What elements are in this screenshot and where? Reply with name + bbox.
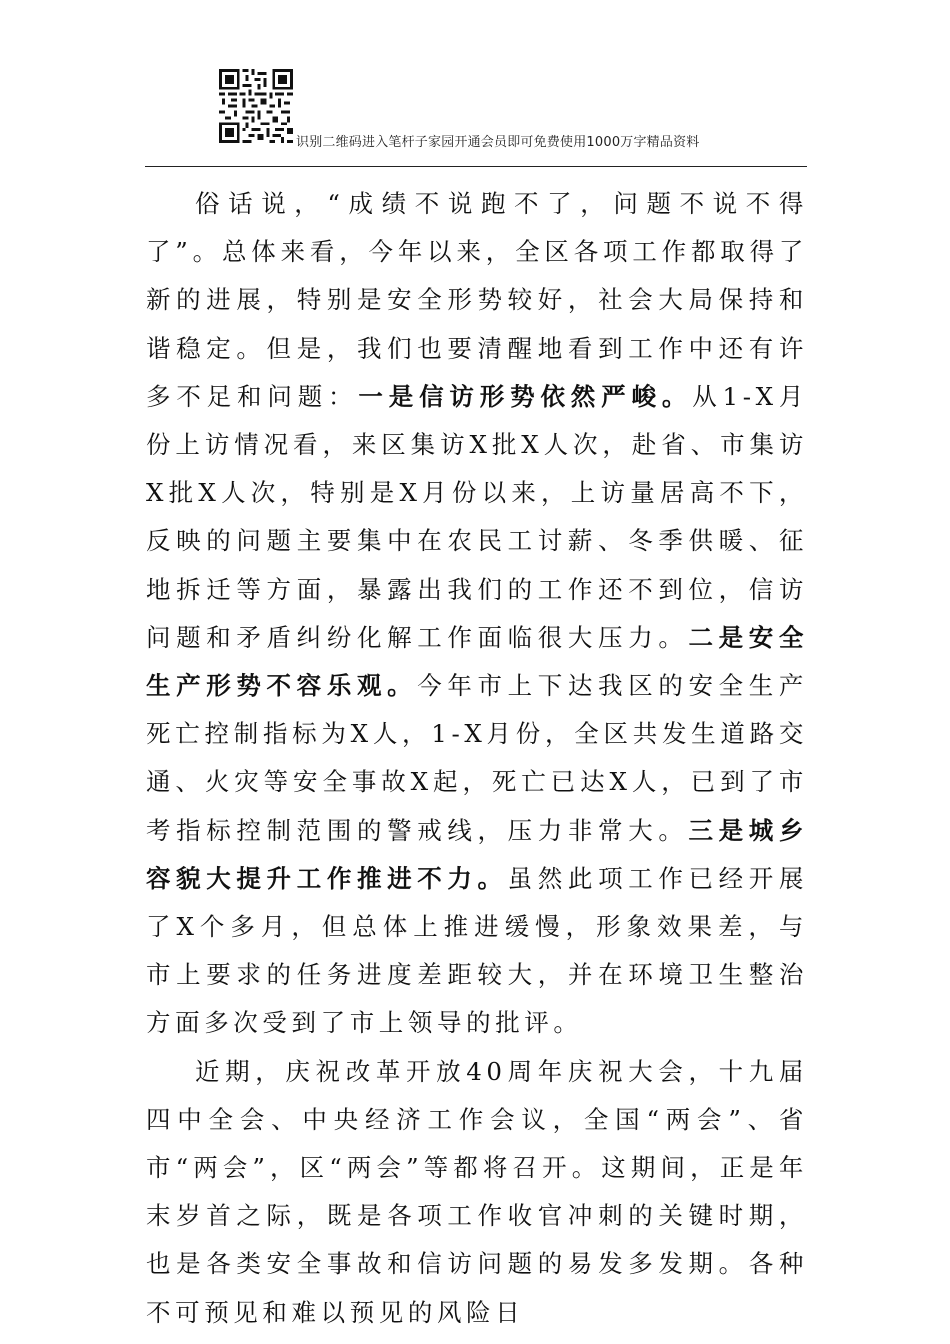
paragraph-text: 俗话说，“成绩不说跑不了，问题不说不得了”。总体来看，今年以来，全区各项工作都取得了新的进展，特别是安全形势较好，社会大局保持和谐稳定。但是，我们也要清醒地看到工作中还有许多不足和问题：	[146, 189, 808, 411]
paragraph-text: 虽然此项工作已经开展了X个多月，但总体上推进缓慢，形象效果差，与市上要求的任务进度差距较大，并在环境卫生整治方面多次受到了市上领导的批评。	[146, 863, 808, 1038]
paragraph-upcoming-events: 近期，庆祝改革开放40周年庆祝大会，十九届四中全会、中央经济工作会议，全国“两会”、省市“两会”，区“两会”等都将召开。这期间，正是年末岁首之际，既是各项工作收官冲刺的关键时期，也是各类安全事故和信访问题的易发多发期。各种不可预见和难以预见的风险日	[146, 1056, 808, 1327]
paragraph-text: 从1-X月份上访情况看，来区集访X批X人次，赴省、市集访X批X人次，特别是X月份以来，上访量居高不下，反映的问题主要集中在农民工讨薪、冬季供暖、征地拆迁等方面，暴露出我们的工作还不到位，信访问题和矛盾纠纷化解工作面临很大压力。	[146, 381, 808, 652]
qr-code-image[interactable]	[219, 69, 293, 143]
paragraph-problems	[146, 180, 808, 1048]
header-divider	[145, 166, 807, 167]
bold-point-urban-appearance: 三是城乡容貌大提升工作推进不力。	[146, 815, 808, 893]
bold-point-petitions: 一是信访形势依然严峻。	[358, 381, 693, 411]
page-header	[0, 0, 950, 170]
document-body	[146, 180, 808, 1337]
bold-point-safety: 二是安全生产形势不容乐观。	[146, 622, 808, 701]
paragraph-text: 今年市上下达我区的安全生产死亡控制指标为X人，1-X月份，全区共发生道路交通、火灾等安全事故X起，死亡已达X人，已到了市考指标控制范围的警戒线，压力非常大。	[146, 671, 808, 845]
promo-text: 识别二维码进入笔杆子家园开通会员即可免费使用1000万字精品资料	[296, 135, 700, 150]
